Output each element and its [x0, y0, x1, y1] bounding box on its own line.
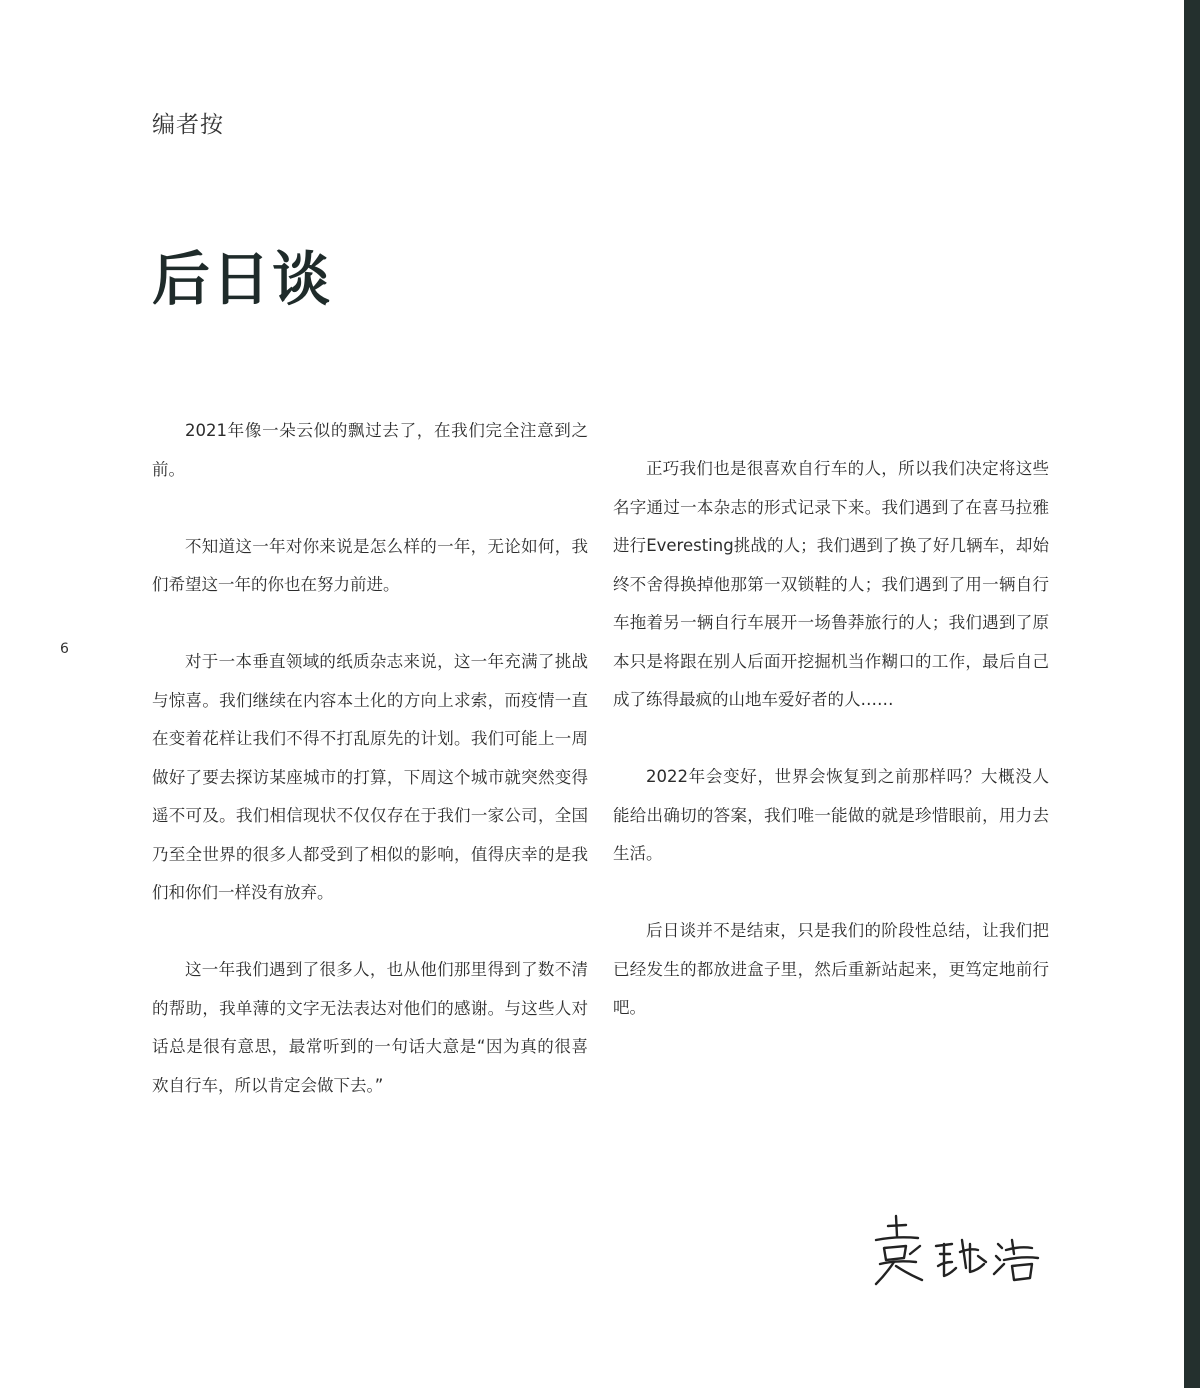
right-column	[613, 450, 1049, 1066]
paragraph: 正巧我们也是很喜欢自行车的人，所以我们决定将这些名字通过一本杂志的形式记录下来。我们遇到了在喜马拉雅进行Everesting挑战的人；我们遇到了换了好几辆车，却始终不舍得换掉他那第一双锁鞋的人；我们遇到了用一辆自行车拖着另一辆自行车展开一场鲁莽旅行的人；我们遇到了原本只是将跟在别人后面开挖掘机当作糊口的工作，最后自己成了练得最疯的山地车爱好者的人……	[613, 459, 1049, 709]
section-label: 编者按	[152, 112, 224, 138]
page-number: 6	[60, 641, 69, 657]
paragraph: 这一年我们遇到了很多人，也从他们那里得到了数不清的帮助，我单薄的文字无法表达对他们的感谢。与这些人对话总是很有意思，最常听到的一句话大意是“因为真的很喜欢自行车，所以肯定会做下去。”	[152, 960, 588, 1095]
paragraph: 2021年像一朵云似的飘过去了，在我们完全注意到之前。	[152, 421, 588, 479]
page-title: 后日谈	[152, 245, 333, 313]
paragraph: 后日谈并不是结束，只是我们的阶段性总结，让我们把已经发生的都放进盒子里，然后重新站起来，更笃定地前行吧。	[613, 921, 1049, 1017]
paragraph: 不知道这一年对你来说是怎么样的一年，无论如何，我们希望这一年的你也在努力前进。	[152, 536, 588, 594]
page-spine-edge	[1184, 0, 1200, 1388]
paragraph: 对于一本垂直领域的纸质杂志来说，这一年充满了挑战与惊喜。我们继续在内容本土化的方向上求索，而疫情一直在变着花样让我们不得不打乱原先的计划。我们可能上一周做好了要去探访某座城市的打算，下周这个城市就突然变得遥不可及。我们相信现状不仅仅存在于我们一家公司，全国乃至全世界的很多人都受到了相似的影响，值得庆幸的是我们和你们一样没有放弃。	[152, 652, 588, 902]
paragraph: 2022年会变好，世界会恢复到之前那样吗？大概没人能给出确切的答案，我们唯一能做的就是珍惜眼前，用力去生活。	[613, 767, 1049, 863]
handwritten-signature	[866, 1210, 1046, 1290]
signature-icon	[866, 1210, 1046, 1290]
left-column	[152, 412, 588, 1144]
